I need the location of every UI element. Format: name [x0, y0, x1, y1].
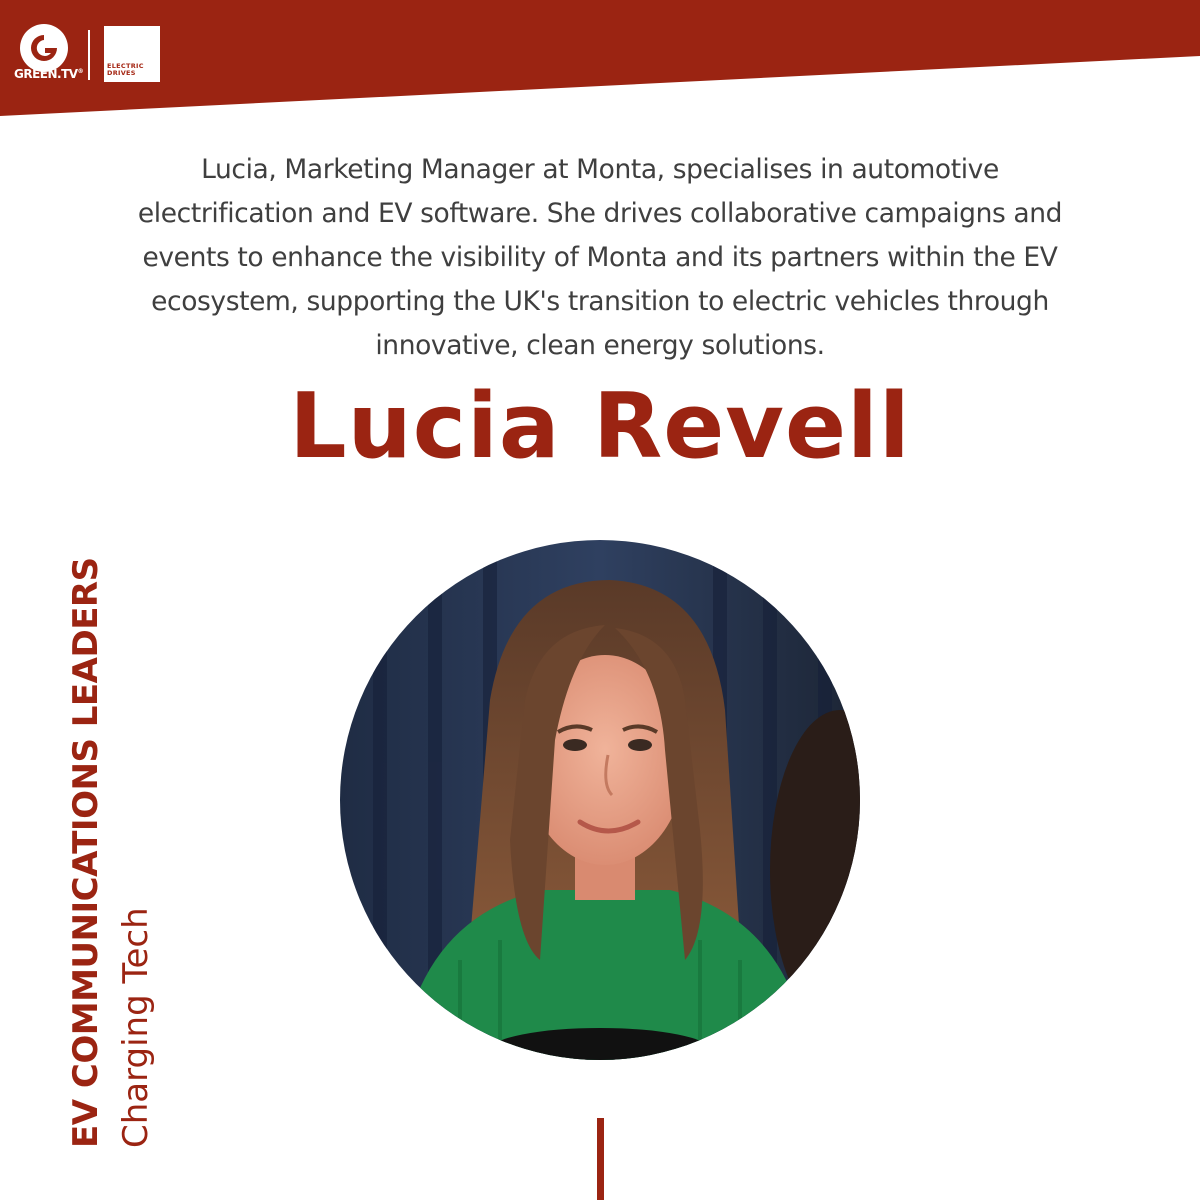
profile-photo-illustration — [340, 540, 860, 1060]
electric-drives-logo-line1: ELECTRIC — [107, 62, 144, 70]
bio-line: Lucia, Marketing Manager at Monta, specialises in automotive — [201, 154, 999, 185]
registered-mark: ® — [77, 68, 84, 75]
bottom-divider-line — [597, 1118, 604, 1200]
bio-line: innovative, clean energy solutions. — [375, 330, 825, 361]
sidebar-vertical-text — [60, 458, 160, 1148]
header-banner-shape — [0, 0, 1200, 116]
profile-name: Lucia Revell — [289, 374, 911, 479]
bio-paragraph — [40, 148, 1160, 368]
electric-drives-logo — [104, 26, 160, 82]
sidebar-title: EV COMMUNICATIONS LEADERS — [66, 557, 106, 1148]
bio-line: events to enhance the visibility of Monta and its partners within the EV — [142, 242, 1058, 273]
sidebar-subtitle: Charging Tech — [116, 907, 156, 1148]
bio-line: ecosystem, supporting the UK's transition to electric vehicles through — [151, 286, 1049, 317]
bio-line: electrification and EV software. She drives collaborative campaigns and — [137, 198, 1063, 229]
logo-divider — [88, 30, 90, 80]
electric-drives-logo-line2: DRIVES — [107, 69, 136, 77]
logo-text: GREEN.TV — [14, 67, 78, 81]
profile-photo — [340, 540, 860, 1060]
green-tv-logo-text — [14, 67, 84, 81]
header-banner — [0, 0, 1200, 116]
